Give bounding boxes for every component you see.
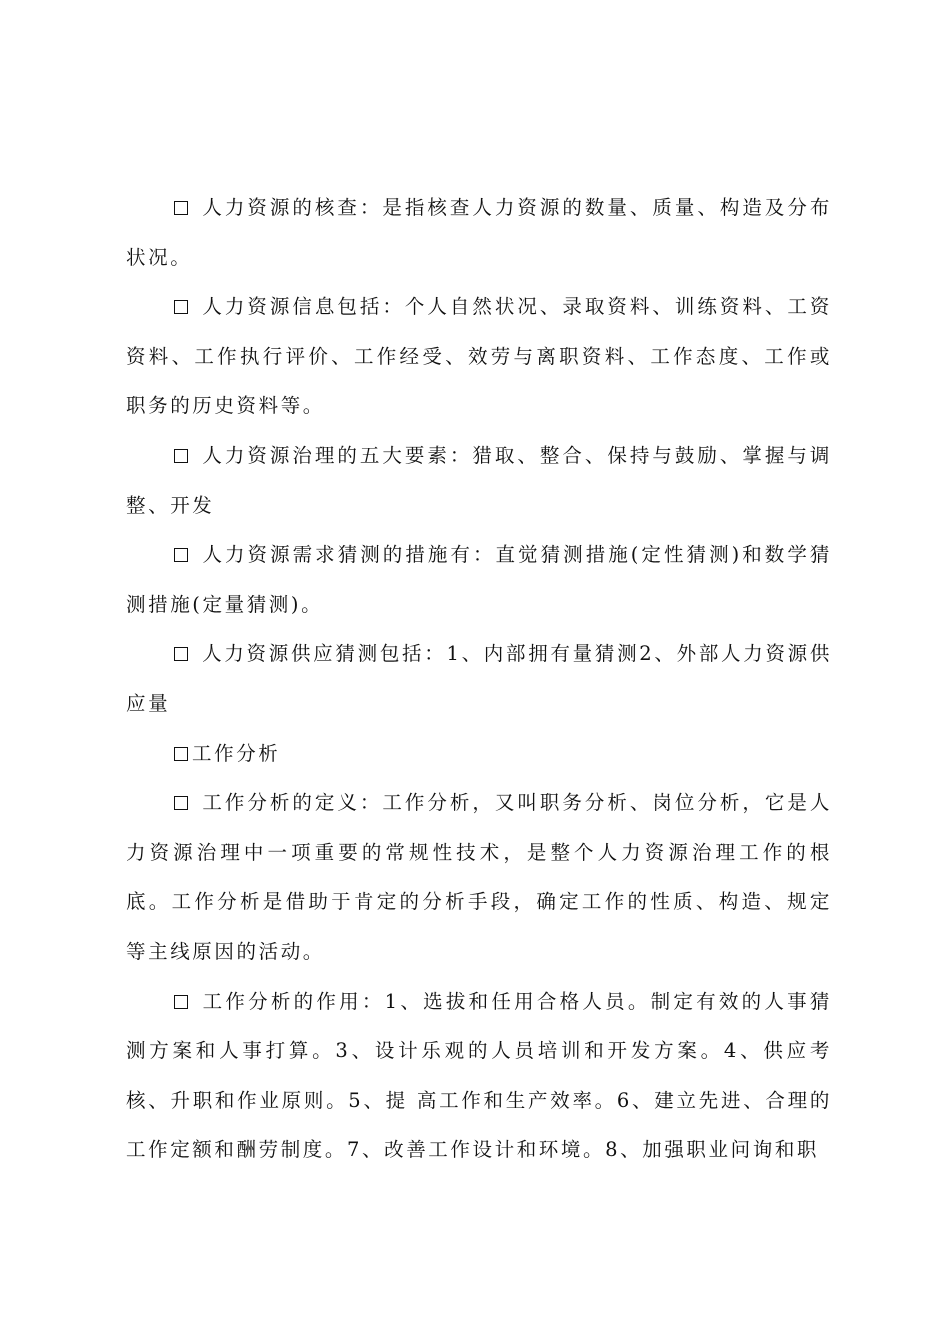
checkbox-bullet-icon bbox=[174, 548, 188, 562]
checkbox-bullet-icon bbox=[174, 449, 188, 463]
paragraph-hr-management-elements bbox=[126, 431, 832, 530]
paragraph-text: 人力资源的核查：是指核查人力资源的数量、质量、构造及分布状况。 bbox=[126, 196, 832, 269]
paragraph-text: 人力资源需求猜测的措施有：直觉猜测措施(定性猜测)和数学猜测措施(定量猜测)。 bbox=[126, 543, 832, 616]
paragraph-text: 工作分析的定义：工作分析，又叫职务分析、岗位分析，它是人力资源治理中一项重要的常规性技术，是整个人力资源治理工作的根底。工作分析是借助于肯定的分析手段，确定工作的性质、构造、规定等主线原因的活动。 bbox=[126, 791, 832, 963]
checkbox-bullet-icon bbox=[174, 201, 188, 215]
checkbox-bullet-icon bbox=[174, 796, 188, 810]
paragraph-job-analysis-definition bbox=[126, 778, 832, 976]
checkbox-bullet-icon bbox=[174, 300, 188, 314]
paragraph-text: 工作分析 bbox=[192, 741, 281, 765]
checkbox-bullet-icon bbox=[174, 647, 188, 661]
paragraph-text: 人力资源供应猜测包括：1、内部拥有量猜测2、外部人力资源供应量 bbox=[126, 642, 832, 715]
paragraph-text: 人力资源信息包括：个人自然状况、录取资料、训练资料、工资资料、工作执行评价、工作经受、效劳与离职资料、工作态度、工作或职务的历史资料等。 bbox=[126, 295, 832, 418]
checkbox-bullet-icon bbox=[174, 995, 188, 1009]
checkbox-bullet-icon bbox=[174, 747, 188, 761]
paragraph-hr-demand-forecast bbox=[126, 530, 832, 629]
paragraph-hr-audit bbox=[126, 183, 832, 282]
paragraph-hr-supply-forecast bbox=[126, 629, 832, 728]
document-body bbox=[126, 183, 832, 1175]
paragraph-text: 人力资源治理的五大要素：猎取、整合、保持与鼓励、掌握与调整、开发 bbox=[126, 443, 832, 517]
section-heading-job-analysis bbox=[126, 729, 832, 779]
paragraph-hr-information bbox=[126, 282, 832, 431]
paragraph-text: 工作分析的作用：1、选拔和任用合格人员。制定有效的人事猜测方案和人事打算。3、设计乐观的人员培训和开发方案。4、供应考核、升职和作业原则。5、提 高工作和生产效率。6、建立先进、合理的工作定额和酬劳制度。7、改善工作设计和环境。8、加强职业问询和职 bbox=[126, 989, 832, 1162]
paragraph-job-analysis-functions bbox=[126, 977, 832, 1175]
